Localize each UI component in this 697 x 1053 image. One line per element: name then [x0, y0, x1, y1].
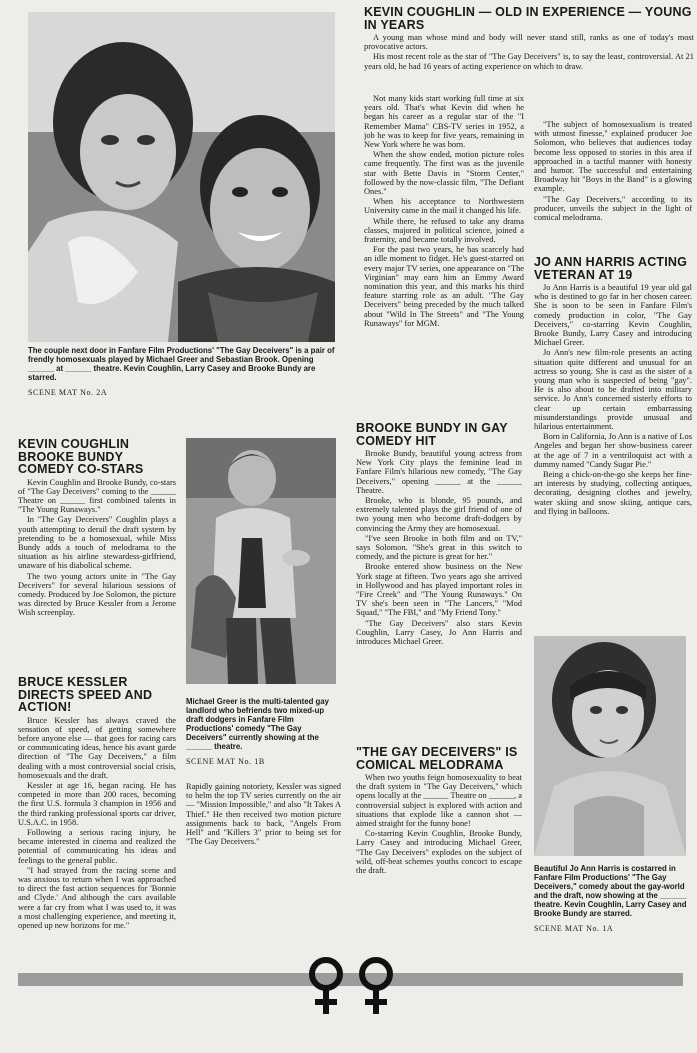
article2-paragraph: "I had strayed from the racing scene and was anxious to return when I was approached to direct the fast action sequences for 'Bonnie and Clyde.' And although the cars available were a far cry from what I was used to, it was a most challenging experience, and meeting it, opened up new horizons for me." — [18, 865, 176, 930]
article4-headline: BROOKE BUNDY IN GAY COMEDY HIT — [356, 422, 508, 448]
article3-continuation-paragraph: "The Gay Deceivers," according to its producer, unveils the subject in the light of comical melodrama. — [534, 194, 692, 223]
article-comical-melodrama — [356, 746, 522, 968]
article3-continuation — [534, 120, 692, 222]
photo1-caption-block — [28, 346, 335, 396]
article3-column-a — [364, 94, 524, 412]
article6-paragraph: Being a chick-on-the-go she keeps her fine-art interests by studying, collecting antiques, decorating, designing clothes and jewelry, water skiing and snow skiing, antique cars, and flying in balloons. — [534, 470, 692, 516]
photo-michael-greer-image — [186, 438, 336, 684]
article6-body — [534, 283, 692, 516]
article3-headline: KEVIN COUGHLIN — OLD IN EXPERIENCE — YOUNG IN YEARS — [364, 6, 692, 32]
photo2-caption: Michael Greer is the multi-talented gay landlord who befriends two mixed-up draft dodgers in Fanfare Film Productions' comedy "The Gay Deceivers" currently showing at the ______ theatre. — [186, 697, 329, 751]
article3-paragraph: Not many kids start working full time at six years old. That's what Kevin did when he began his career as a regular star of the "I Remember Mama" CBS-TV series in 1952, a job he was to keep for five years, remaining in New York where he was born. — [364, 94, 524, 150]
photo-greer-brook — [28, 12, 335, 342]
article5-body — [356, 773, 522, 875]
article2-body-cont — [186, 782, 341, 846]
photo3-caption: Beautiful Jo Ann Harris is costarred in Fanfare Film Productions' "The Gay Deceivers," comedy about the gay-world and the draft, now showing at the ______ theatre. Kevin Coughlin, Larry Casey and Brooke Bundy are starred. — [534, 864, 687, 918]
article3-lead-paragraph: His most recent role as the star of "The Gay Deceivers" is, to say the least, controversial. At 21 years old, he had 16 years of acting experience on which to draw. — [364, 52, 694, 71]
photo-greer-brook-image — [28, 12, 335, 342]
article6-paragraph: Born in California, Jo Ann is a native of Los Angeles and began her show-business career at the age of 7 in a ventriloquist act with a dummy named "Candy Sugar Pie." — [534, 432, 692, 469]
article4-paragraph: "I've seen Brooke in both film and on TV," says Solomon. "She's great in this switch to comedy, and the picture is great for her." — [356, 533, 522, 562]
article3-paragraph: While there, he refused to take any drama classes, majored in political science, joined a fraternity, and became totally involved. — [364, 216, 524, 245]
article4-paragraph: "The Gay Deceivers" also stars Kevin Coughlin, Larry Casey, Jo Ann Harris and introduces Michael Greer. — [356, 618, 522, 647]
photo-jo-ann-harris-image — [534, 636, 686, 856]
article3-paragraph: When his acceptance to Northwestern University came in the mail it changed his life. — [364, 197, 524, 216]
footer-bar — [18, 973, 683, 986]
article-jo-ann-harris — [534, 256, 692, 628]
article4-paragraph: Brooke entered show business on the New York stage at fifteen. Two years ago she arrived in Hollywood and has played important roles in "Fire Creek" and "The Young Runaways." On TV she's been seen in "The Lancers," "Mod Squad," "The FBI," and "My Friend Tony." — [356, 562, 522, 618]
article3-continuation-paragraph: "The subject of homosexualism is treated with utmost finesse," explained producer Joe Solomon, who believes that audiences today become less opposed to stories in this area if approached in a tactful manner with honesty and humor. The successful and entertaining Broadway hit "Boys in the Band" is a glowing example. — [534, 120, 692, 194]
article1-body — [18, 478, 176, 618]
female-symbol-icon — [306, 954, 346, 1020]
article2-body — [18, 716, 176, 931]
photo2-mat-label: SCENE MAT No. 1B — [186, 757, 265, 766]
article2-continued — [186, 782, 341, 966]
article4-paragraph: Brooke, who is blonde, 95 pounds, and extremely talented plays the girl friend of one of two young men who become draft-dodgers by convincing the Army they are homosexual. — [356, 496, 522, 533]
photo3-caption-block — [534, 864, 692, 968]
article4-paragraph: Brooke Bundy, beautiful young actress from New York City plays the feminine lead in Fanfare Film's hilarious new comedy, "The Gay Deceivers," opening ______ at the ______ Theatre. — [356, 449, 522, 495]
male-symbol-icon — [356, 954, 398, 1020]
article3-column-b — [534, 120, 692, 250]
article2-paragraph: Following a serious racing injury, he became interested in cinema and realized the potential of communicating his ideas and feelings to the general public. — [18, 827, 176, 865]
article6-paragraph: Jo Ann Harris is a beautiful 19 year old gal who is destined to go far in her chosen career. She is soon to be seen in Fanfare Film's comedy production in color, "The Gay Deceivers," co-starring Kevin Coughlin, Brooke Bundy, Larry Casey and introducing Michael Greer. — [534, 283, 692, 348]
article6-paragraph: Jo Ann's new film-role presents an acting situation quite different and unusual for an actress so young. She is cast as the sister of a young man who is suspected of being "gay". He is also about to be drafted into military service. Jo Ann's concerned sisterly efforts to clear up certain embarrassing misunderstandings provide unusual and hilarious entertainment. — [534, 348, 692, 432]
article5-paragraph: When two youths feign homosexuality to beat the draft system in "The Gay Deceivers," which opens locally at the ______ Theatre on ______, a controversial subject is explored with action and situations that explode like a cannon shot — aimed straight for the funny bone! — [356, 773, 522, 829]
article3-paragraph: When the show ended, motion picture roles came frequently. The first was as the juvenile star with Bette Davis in "Storm Center," followed by the now-classic film, "The Defiant Ones." — [364, 150, 524, 197]
article1-headline: KEVIN COUGHLIN BROOKE BUNDY COMEDY CO-STARS — [18, 438, 144, 476]
photo-jo-ann-harris — [534, 636, 686, 856]
photo3-mat-label: SCENE MAT No. 1A — [534, 924, 614, 933]
article1-paragraph: In "The Gay Deceivers" Coughlin plays a youth attempting to derail the draft system by pretending to be a homosexual, while Miss Bundy adds a touch of melodrama to the situation as his airline stewardess-girlfriend, unaware of his diabolical scheme. — [18, 515, 176, 571]
article-bruce-kessler — [18, 676, 176, 966]
article6-headline: JO ANN HARRIS ACTING VETERAN AT 19 — [534, 256, 688, 282]
article2-headline: BRUCE KESSLER DIRECTS SPEED AND ACTION! — [18, 676, 153, 714]
article5-paragraph: Co-starring Kevin Coughlin, Brooke Bundy, Larry Casey and introducing Michael Greer, "The Gay Deceivers" explodes on the subject of wild, off-beat schemes youths concoct to escape the draft. — [356, 829, 522, 876]
photo1-mat-label: SCENE MAT No. 2A — [28, 388, 108, 396]
article4-body — [356, 449, 522, 646]
article2-paragraph: Kessler at age 16, began racing. He has competed in more than 200 races, becoming the first U.S. formula 3 champion in 1956 and the third ranking professional sports car driver, U.S.A.C. in 1958. — [18, 780, 176, 827]
article3-body — [364, 94, 524, 328]
article-coughlin-bundy — [18, 438, 176, 668]
article3-lead — [364, 33, 694, 71]
photo-michael-greer — [186, 438, 336, 684]
article3-paragraph: For the past two years, he has scarcely had an idle moment to fidget. He's guest-starred on every major TV series, one appearance on "The Virginian" may earn him an Emmy Award nomination this year, and this marks his third feature starring role as an adult. "The Gay Deceivers" being preceded by the much talked about "Wild In The Streets" and "The Young Runaways" for MGM. — [364, 245, 524, 328]
article2-paragraph: Bruce Kessler has always craved the sensation of speed, of getting somewhere before anyone else — that goes for racing cars or communicating ideas, hence his avant garde direction of "The Gay Deceivers," a film dealing with a most controversial social crisis, homosexuals and the draft. — [18, 715, 176, 780]
article1-paragraph: Kevin Coughlin and Brooke Bundy, co-stars of "The Gay Deceivers" coming to the ______ Theatre on ______ first combined talents in "The Young Runaways." — [18, 477, 176, 515]
photo1-caption: The couple next door in Fanfare Film Productions' "The Gay Deceivers" is a pair of frendly homosexuals played by Michael Greer and Sebastian Brook. Opening ______ at ______ theatre. Kevin Coughlin, Larry Casey and Brooke Bundy are starred. — [28, 346, 335, 382]
article5-headline: "THE GAY DECEIVERS" IS COMICAL MELODRAMA — [356, 746, 518, 772]
article3-lead-paragraph: A young man whose mind and body will never stand still, ranks as one of today's most provocative actors. — [364, 33, 694, 52]
article-brooke-bundy — [356, 422, 522, 742]
article1-paragraph: The two young actors unite in "The Gay Deceivers" for several hilarious sessions of comedy. Produced by Joe Solomon, the picture was directed by Bruce Kessler from a Jerome Wish screenplay. — [18, 571, 176, 618]
article2-paragraph: Rapidly gaining notoriety, Kessler was signed to helm the top TV series currently on the air — "Mission Impossible," and also "It Takes A Thief." He then received two motion picture assignments back to back, "Angels From Hell" and "Killers 3" prior to being set for "The Gay Deceivers." — [186, 782, 341, 847]
